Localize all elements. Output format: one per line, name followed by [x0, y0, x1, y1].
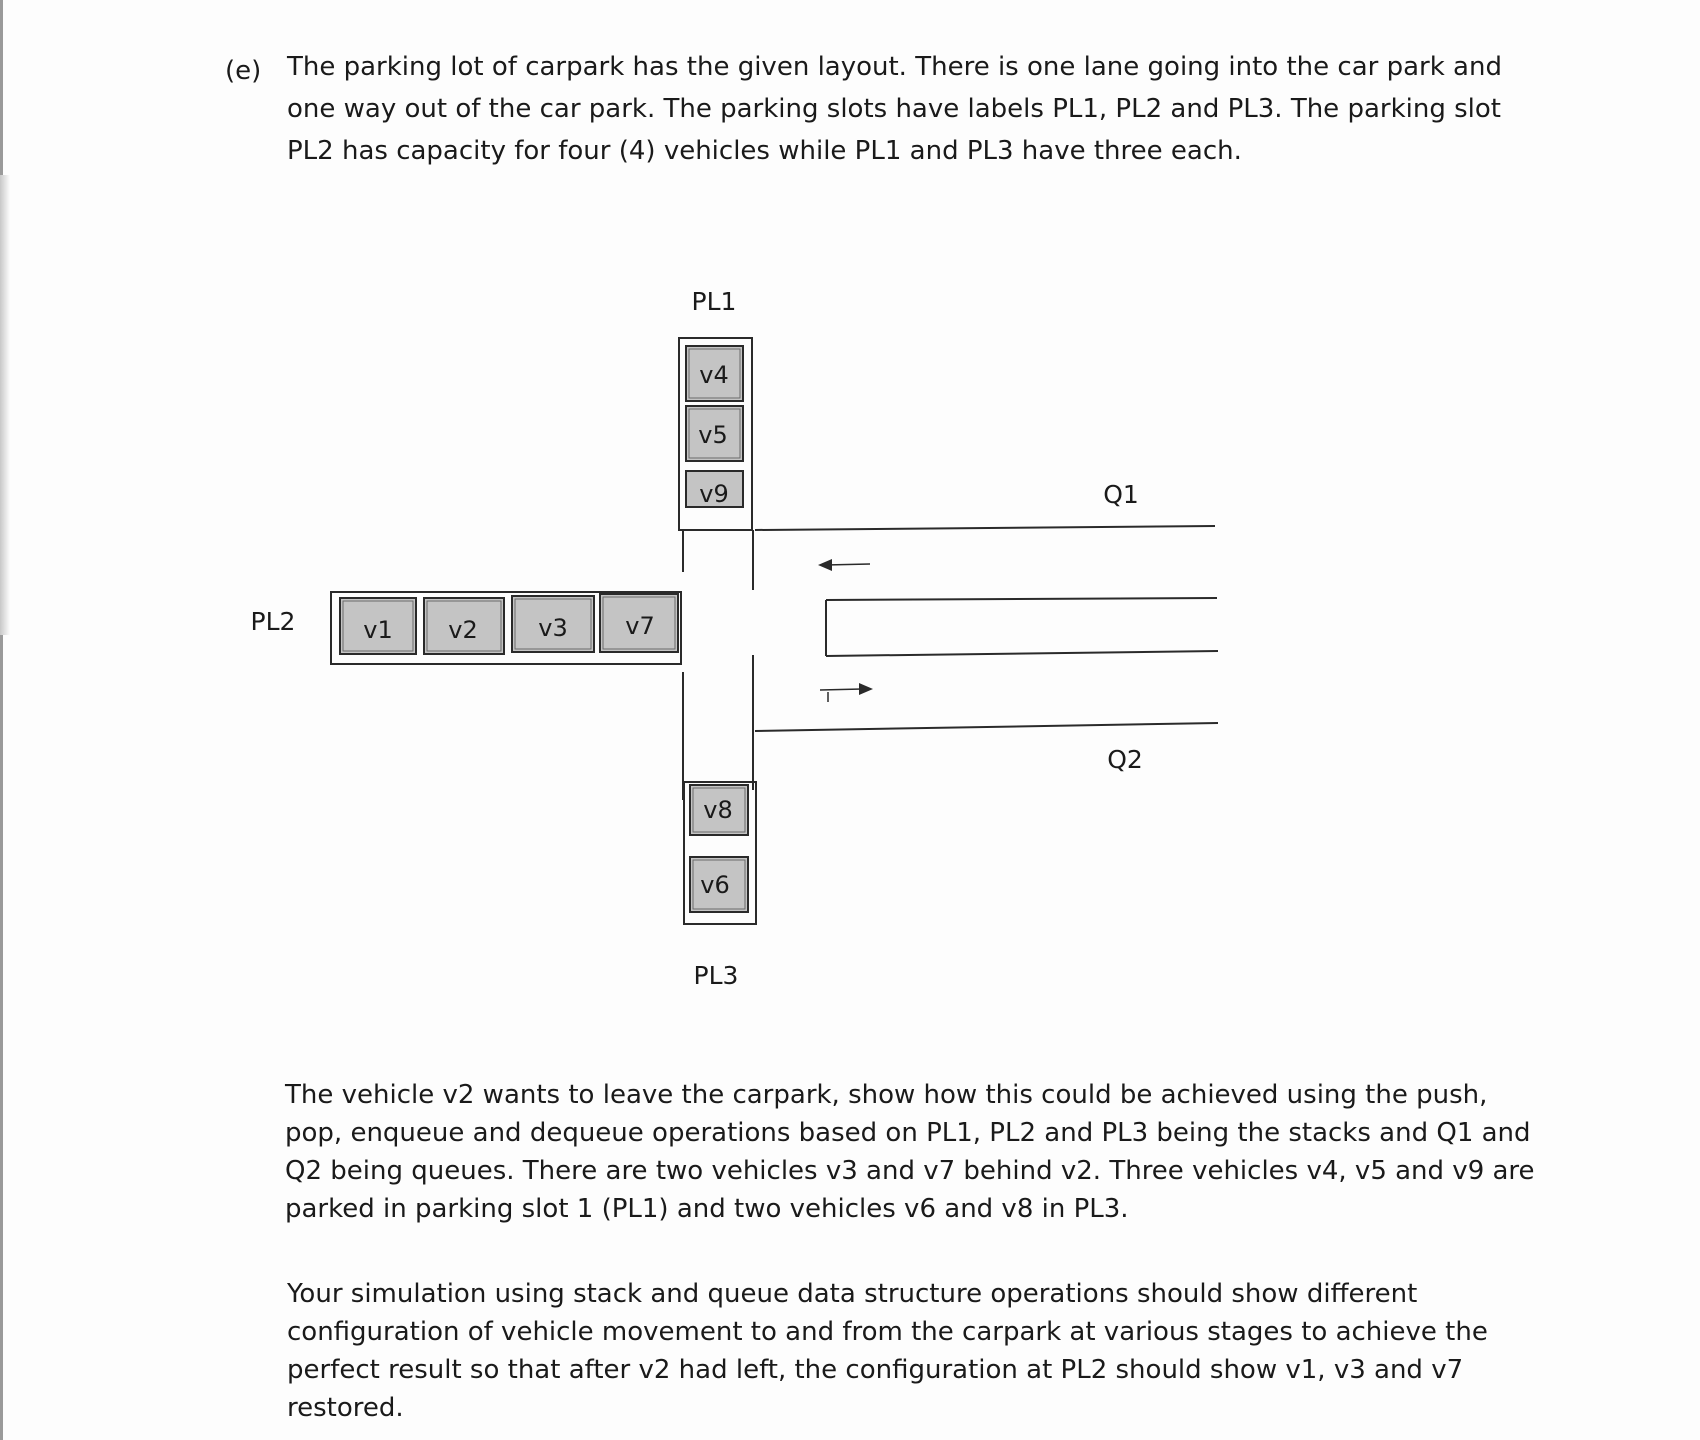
simulation-paragraph: Your simulation using stack and queue data structure operations should show different configuration of vehicle movement to and from the carpark at various stages to achieve the perfect result so that after v2 had left, the configuration at PL2 should show v1, v3 and v7 restored. [287, 1279, 1488, 1423]
pl2-stack [331, 592, 681, 664]
q2-label: Q2 [1107, 745, 1143, 774]
pl1-vehicle [686, 406, 743, 461]
pl2-vehicle [424, 598, 504, 654]
pl1-vehicle [686, 346, 743, 401]
pl2-vehicle-label: v1 [363, 616, 393, 644]
pl2-vehicle [600, 594, 678, 652]
pl3-label: PL3 [693, 961, 739, 990]
pl1-vehicle [686, 471, 743, 508]
pl3-vehicle-label: v6 [700, 871, 730, 899]
task-paragraph: The vehicle v2 wants to leave the carpark, show how this could be achieved using the push, pop, enqueue and dequeue operations based on PL1, PL2 and PL3 being the stacks and Q1 and Q2 being queues. There are two vehicles v3 and v7 behind v2. Three vehicles v4, v5 and v9 are parked in parking slot 1 (PL1) and two vehicles v6 and v8 in PL3. [285, 1080, 1535, 1224]
q2-lane [755, 683, 1218, 731]
pl2-vehicle [340, 598, 416, 654]
pl3-vehicle [690, 785, 748, 835]
pl1-vehicle-label: v9 [699, 480, 729, 508]
question-label: (e) [225, 56, 262, 86]
pl2-vehicle-label: v3 [538, 614, 568, 642]
pl1-label: PL1 [691, 287, 737, 316]
q1-lane [755, 526, 1217, 600]
pl3-stack [684, 782, 756, 924]
incoming-arrow-icon [818, 559, 832, 571]
lane-divider [826, 600, 1218, 656]
pl1-vehicle-label: v4 [699, 361, 729, 389]
pl1-vehicle-label: v5 [698, 421, 728, 449]
outgoing-arrow-icon [859, 683, 873, 695]
pl1-stack [679, 338, 752, 530]
q1-label: Q1 [1103, 480, 1139, 509]
pl3-vehicle [690, 857, 748, 912]
pl2-vehicle-label: v2 [448, 616, 478, 644]
pl3-vehicle-label: v8 [703, 796, 733, 824]
pl2-vehicle [512, 596, 594, 652]
pl2-vehicle-label: v7 [625, 612, 655, 640]
pl2-label: PL2 [250, 607, 296, 636]
intro-paragraph: The parking lot of carpark has the given layout. There is one lane going into the car park and one way out of the car park. The parking slots have labels PL1, PL2 and PL3. The parking slot PL2 has capacity for four (4) vehicles while PL1 and PL3 have three each. [287, 52, 1502, 166]
